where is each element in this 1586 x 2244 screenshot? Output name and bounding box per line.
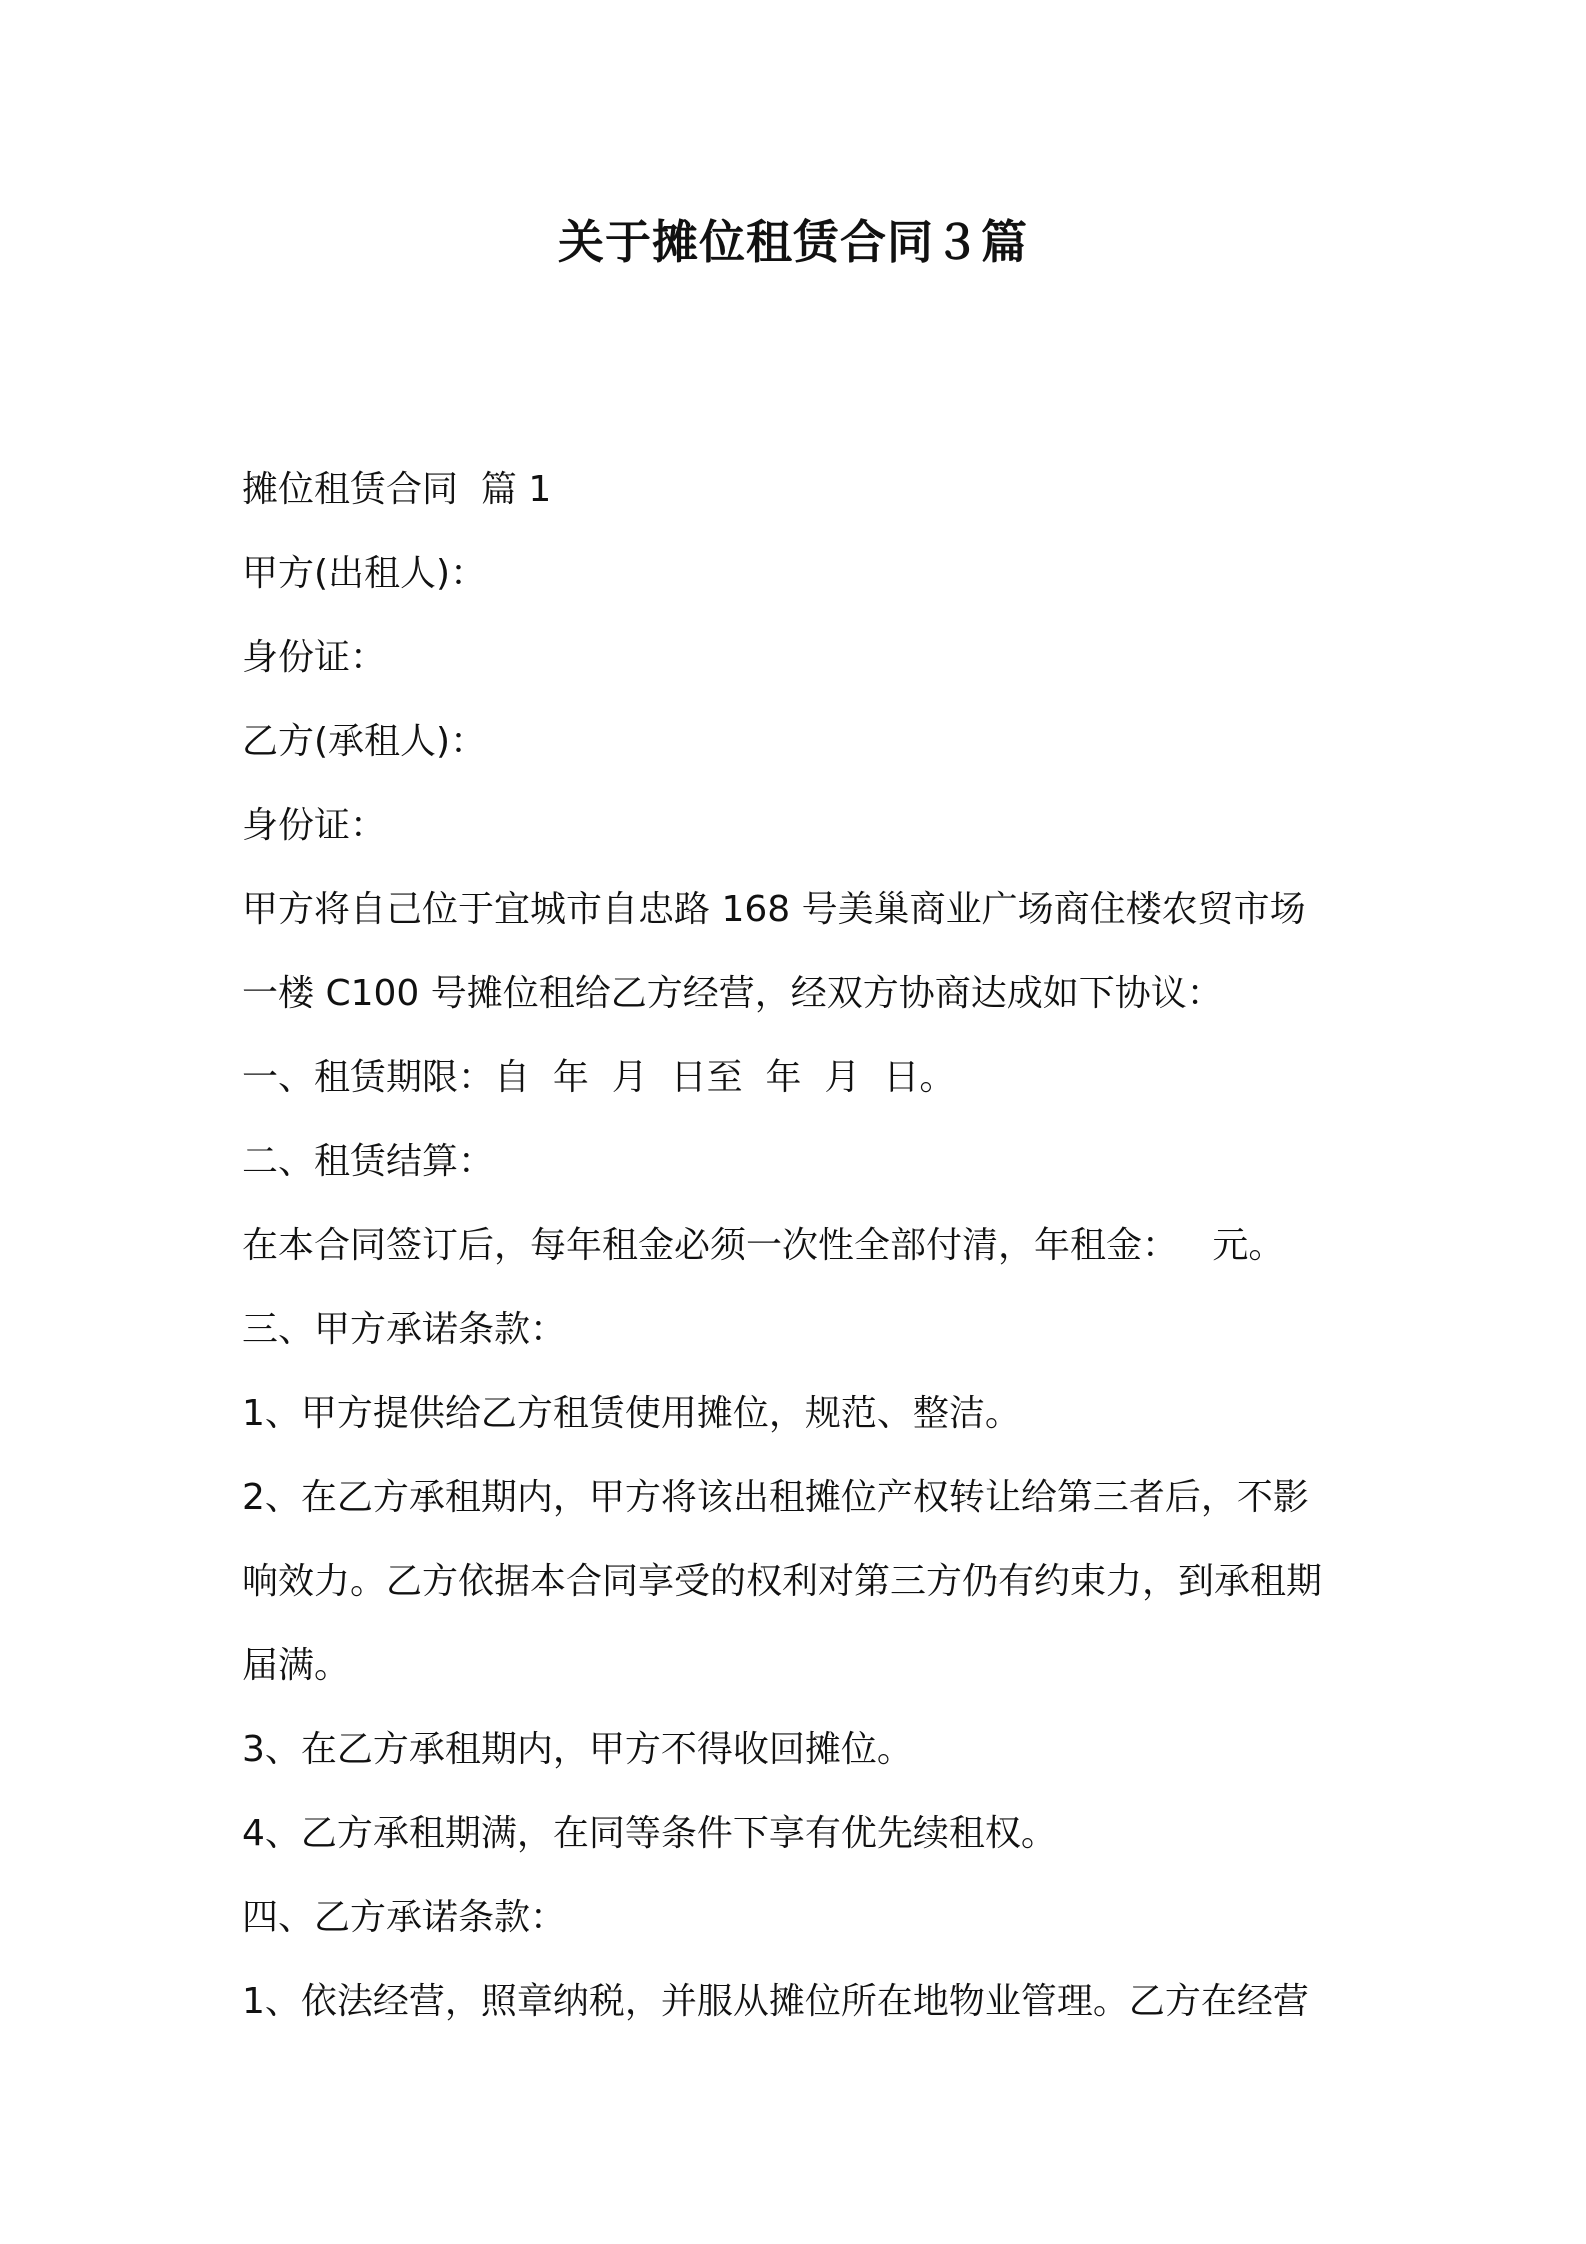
section-heading: 摊位租赁合同 篇 1 xyxy=(242,469,552,510)
document-body xyxy=(242,448,1362,2044)
paragraph-line: 甲方将自己位于宜城市自忠路 168 号美巢商业广场商住楼农贸市场 xyxy=(242,889,1306,930)
clause-item: 响效力。乙方依据本合同享受的权利对第三方仍有约束力，到承租期 xyxy=(242,1561,1323,1602)
clause-heading: 二、租赁结算： xyxy=(242,1141,495,1182)
party-a-label: 甲方(出租人)： xyxy=(242,553,487,594)
clause-item: 3、在乙方承租期内，甲方不得收回摊位。 xyxy=(242,1729,913,1770)
clause-heading: 三、甲方承诺条款： xyxy=(242,1309,567,1350)
paragraph-line: 在本合同签订后，每年租金必须一次性全部付清，年租金： 元。 xyxy=(242,1225,1285,1266)
clause-item: 4、乙方承租期满，在同等条件下享有优先续租权。 xyxy=(242,1813,1057,1854)
clause-item: 1、甲方提供给乙方租赁使用摊位，规范、整洁。 xyxy=(242,1393,1021,1434)
party-b-label: 乙方(承租人)： xyxy=(242,721,487,762)
party-b-id-label: 身份证： xyxy=(242,805,387,846)
clause-item: 届满。 xyxy=(242,1645,351,1686)
clause-item: 1、依法经营，照章纳税，并服从摊位所在地物业管理。乙方在经营 xyxy=(242,1981,1309,2022)
clause-heading: 四、乙方承诺条款： xyxy=(242,1897,567,1938)
clause-heading: 一、租赁期限：自 年 月 日至 年 月 日。 xyxy=(242,1057,956,1098)
paragraph-line: 一楼 C100 号摊位租给乙方经营，经双方协商达成如下协议： xyxy=(242,973,1223,1014)
document-title: 关于摊位租赁合同３篇 xyxy=(558,215,1028,269)
party-a-id-label: 身份证： xyxy=(242,637,387,678)
clause-item: 2、在乙方承租期内，甲方将该出租摊位产权转让给第三者后，不影 xyxy=(242,1477,1309,1518)
